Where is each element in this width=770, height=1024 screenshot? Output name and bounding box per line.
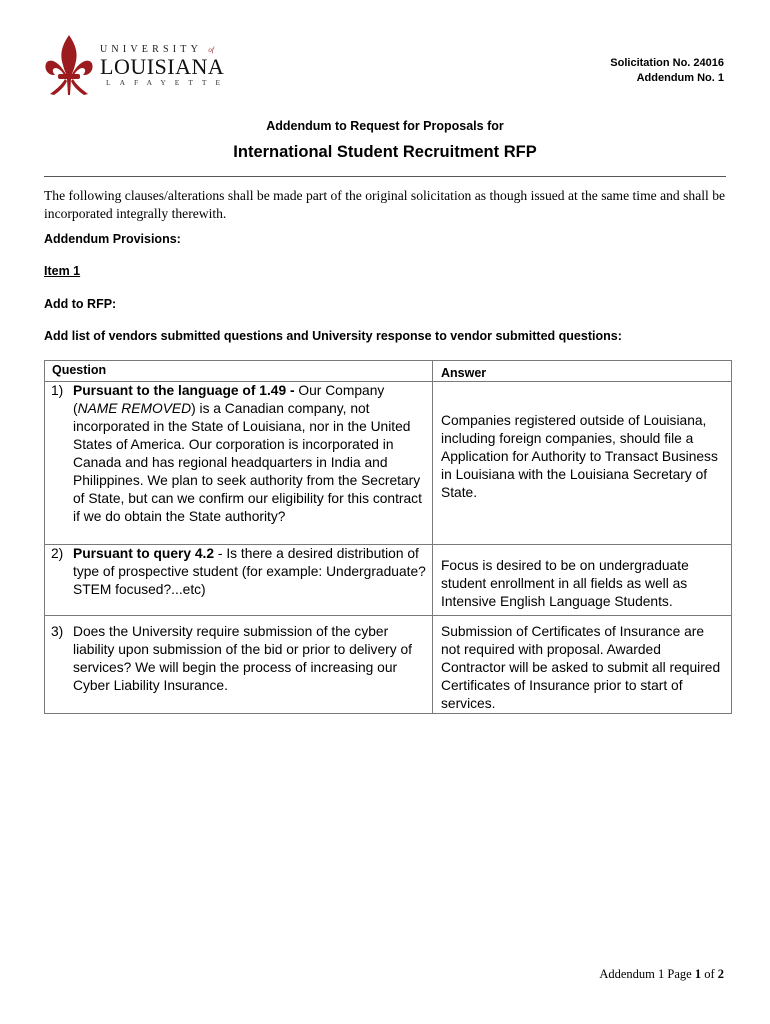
table-row: [45, 545, 732, 616]
intro-paragraph: The following clauses/alterations shall be made part of the original solicitation as though issued at the same time and shall be incorporated integrally therewith.: [44, 188, 726, 221]
answer-text: Submission of Certificates of Insurance are not required with proposal. Awarded Contractor will be asked to submit all required Certificates of Insurance prior to start of services.: [441, 624, 721, 711]
add-to-rfp-heading: Add to RFP:: [44, 297, 117, 311]
logo-university-text: UNIVERSITY: [100, 44, 202, 55]
document-subtitle: Addendum to Request for Proposals for: [266, 119, 504, 133]
question-cell: [45, 545, 433, 616]
page-footer: Addendum 1 Page 1 of 2: [599, 967, 724, 981]
answer-cell: [433, 382, 732, 545]
item-heading: Item 1: [44, 264, 81, 278]
questions-table: [44, 360, 732, 714]
question-cell: [45, 382, 433, 545]
answer-cell: [433, 616, 732, 714]
question-column-header: Question: [45, 361, 433, 382]
logo-name-text: LOUISIANA: [100, 54, 225, 79]
university-logo: [100, 44, 230, 88]
logo-city-text: LAFAYETTE: [106, 78, 230, 87]
answer-text: Companies registered outside of Louisiana, including foreign companies, should file a Application for Authority to Transact Business in Louisiana with the Louisiana Secretary of State.: [441, 413, 718, 500]
solicitation-info: [610, 56, 724, 86]
answer-cell: [433, 545, 732, 616]
question-number: 3): [51, 624, 64, 639]
answer-text: Focus is desired to be on undergraduate student enrollment in all fields as well as Intensive English Language Students.: [441, 558, 689, 609]
question-text: Pursuant to the language of 1.49 - Our Company (NAME REMOVED) is a Canadian company, not incorporated in the State of Louisiana, nor in the United States of America. Our corporation is incorporated in Canada and has regional headquarters in India and Philippines. We plan to seek authority from the Secretary of State, but can we confirm our eligibility for this contract if we do obtain the State authority?: [73, 383, 422, 524]
current-page: 1: [694, 967, 702, 981]
table-row: [45, 382, 732, 545]
fleur-de-lis-icon: [44, 34, 94, 96]
question-text: Does the University require submission of the cyber liability upon submission of the bid or prior to delivery of services? We will begin the process of increasing our Cyber Liability Insurance.: [73, 624, 412, 693]
total-pages: 2: [717, 967, 724, 981]
addendum-number: Addendum No. 1: [636, 72, 724, 84]
logo-of-text: of: [208, 46, 214, 54]
table-header-row: [45, 361, 732, 382]
provisions-heading: Addendum Provisions:: [44, 232, 181, 246]
title-divider: [44, 176, 726, 177]
solicitation-number: Solicitation No. 24016: [610, 57, 724, 69]
vendor-questions-heading: Add list of vendors submitted questions and University response to vendor submitted questions:: [44, 329, 622, 343]
question-number: 1): [51, 383, 64, 398]
document-title: International Student Recruitment RFP: [233, 143, 537, 161]
question-text: Pursuant to query 4.2 - Is there a desired distribution of type of prospective student (for example: Undergraduate? STEM focused?...etc): [73, 546, 426, 597]
answer-column-header: Answer: [433, 361, 732, 382]
table-row: [45, 616, 732, 714]
question-cell: [45, 616, 433, 714]
question-number: 2): [51, 546, 64, 561]
